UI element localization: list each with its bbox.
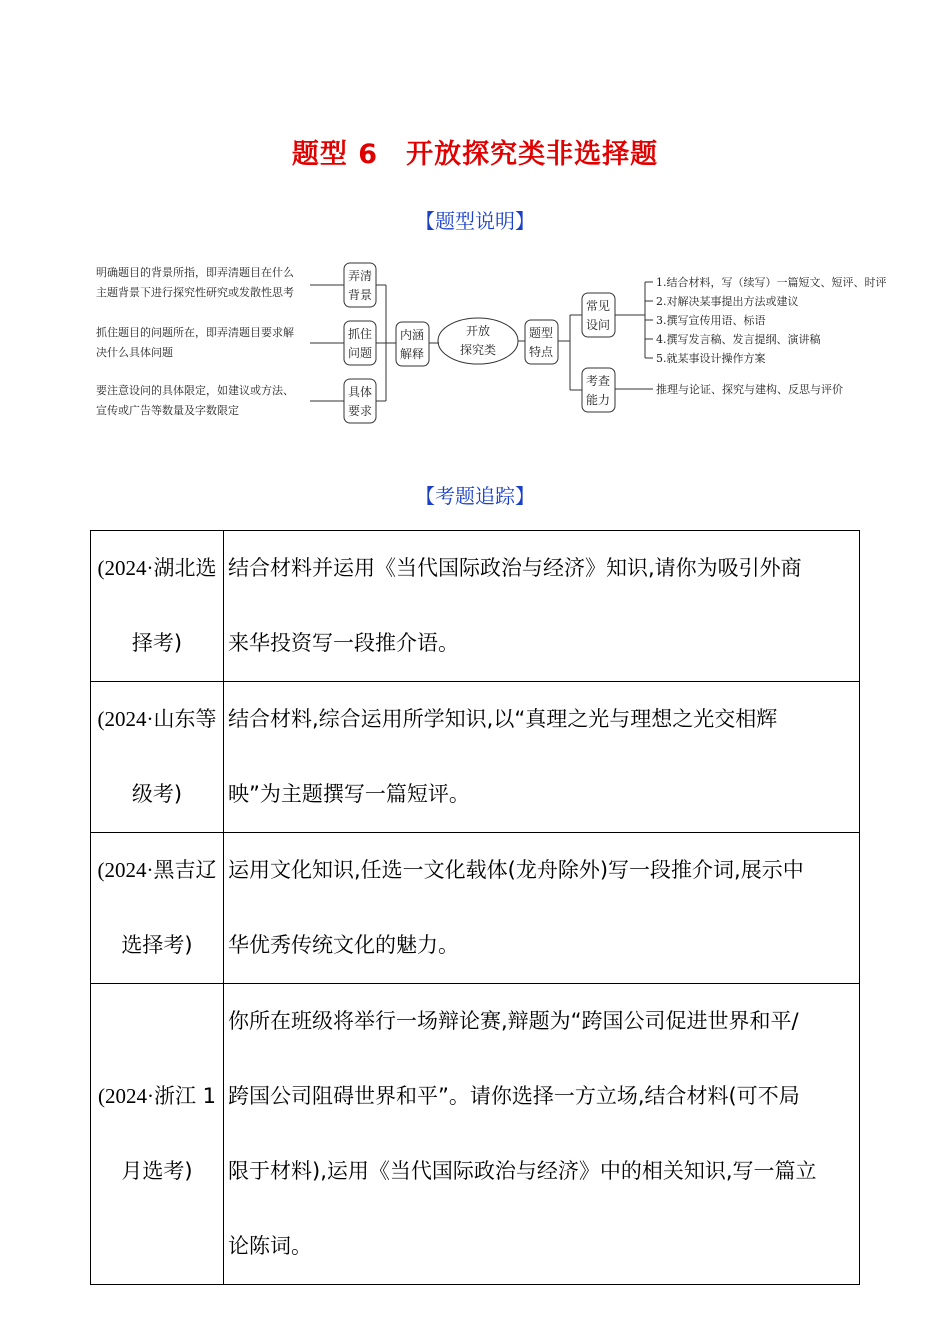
page-title: 题型 6 开放探究类非选择题 (291, 139, 659, 170)
table-row (91, 531, 860, 682)
source-cell: (2024·黑吉辽 选择考) (91, 833, 224, 984)
question-item-3: 3.撰写宣传用语、标语 (656, 314, 766, 327)
question-item-1: 1.结合材料，写（续写）一篇短文、短评、时评 (656, 276, 887, 289)
center-node-1: 开放 (465, 324, 491, 338)
question-item-4: 4.撰写发言稿、发言提纲、演讲稿 (656, 333, 821, 346)
note-1-line-1: 明确题目的背景所指，即弄清题目在什么 (96, 266, 294, 279)
question-cell: 结合材料,综合运用所学知识,以“真理之光与理想之光交相辉 映”为主题撰写一篇短评。 (224, 682, 860, 833)
question-cell: 运用文化知识,任选一文化载体(龙舟除外)写一段推介词,展示中 华优秀传统文化的魅力。 (224, 833, 860, 984)
box-ability-1: 考查 (585, 374, 611, 388)
source-cell: (2024·浙江 1 月选考) (91, 984, 224, 1285)
table-row (91, 833, 860, 984)
note-3-line-2: 宣传或广告等数量及字数限定 (96, 404, 239, 417)
box-meaning-1: 内涵 (399, 328, 425, 342)
question-cell: 结合材料并运用《当代国际政治与经济》知识,请你为吸引外商 来华投资写一段推介语。 (224, 531, 860, 682)
question-cell: 你所在班级将举行一场辩论赛,辩题为“跨国公司促进世界和平/ 跨国公司阻碍世界和平”。请你选择一方立场,结合材料(可不局 限于材料),运用《当代国际政治与经济》中的相关知识,写一篇立 论陈词。 (224, 984, 860, 1285)
section-heading-track: 【考题追踪】 (415, 484, 535, 508)
box-feature-1: 题型 (528, 326, 554, 340)
box-ability-2: 能力 (585, 393, 611, 407)
source-cell: (2024·湖北选 择考) (91, 531, 224, 682)
box-meaning-2: 解释 (399, 347, 425, 361)
box-question-1: 常见 (585, 299, 611, 313)
box-background-2: 背景 (347, 288, 373, 302)
question-item-2: 2.对解决某事提出方法或建议 (656, 295, 799, 308)
table-row (91, 984, 860, 1285)
question-item-5: 5.就某事设计操作方案 (656, 352, 766, 365)
exam-table (90, 530, 860, 1285)
source-cell: (2024·山东等 级考) (91, 682, 224, 833)
center-node-2: 探究类 (459, 343, 497, 357)
box-question-2: 设问 (585, 318, 611, 332)
box-problem-1: 抓住 (347, 327, 373, 341)
section-heading-explain: 【题型说明】 (415, 209, 535, 233)
table-row (91, 682, 860, 833)
box-background-1: 弄清 (347, 269, 373, 283)
note-1-line-2: 主题背景下进行探究性研究或发散性思考 (96, 286, 294, 299)
box-problem-2: 问题 (347, 346, 373, 360)
box-requirement-1: 具体 (347, 385, 373, 399)
note-2-line-1: 抓住题目的问题所在，即弄清题目要求解 (96, 326, 294, 339)
note-3-line-1: 要注意设问的具体限定，如建议或方法、 (96, 384, 294, 397)
note-2-line-2: 决什么具体问题 (96, 346, 173, 359)
mind-map (0, 250, 950, 440)
ability-text: 推理与论证、探究与建构、反思与评价 (656, 383, 843, 396)
box-requirement-2: 要求 (347, 404, 373, 418)
box-feature-2: 特点 (528, 345, 554, 359)
